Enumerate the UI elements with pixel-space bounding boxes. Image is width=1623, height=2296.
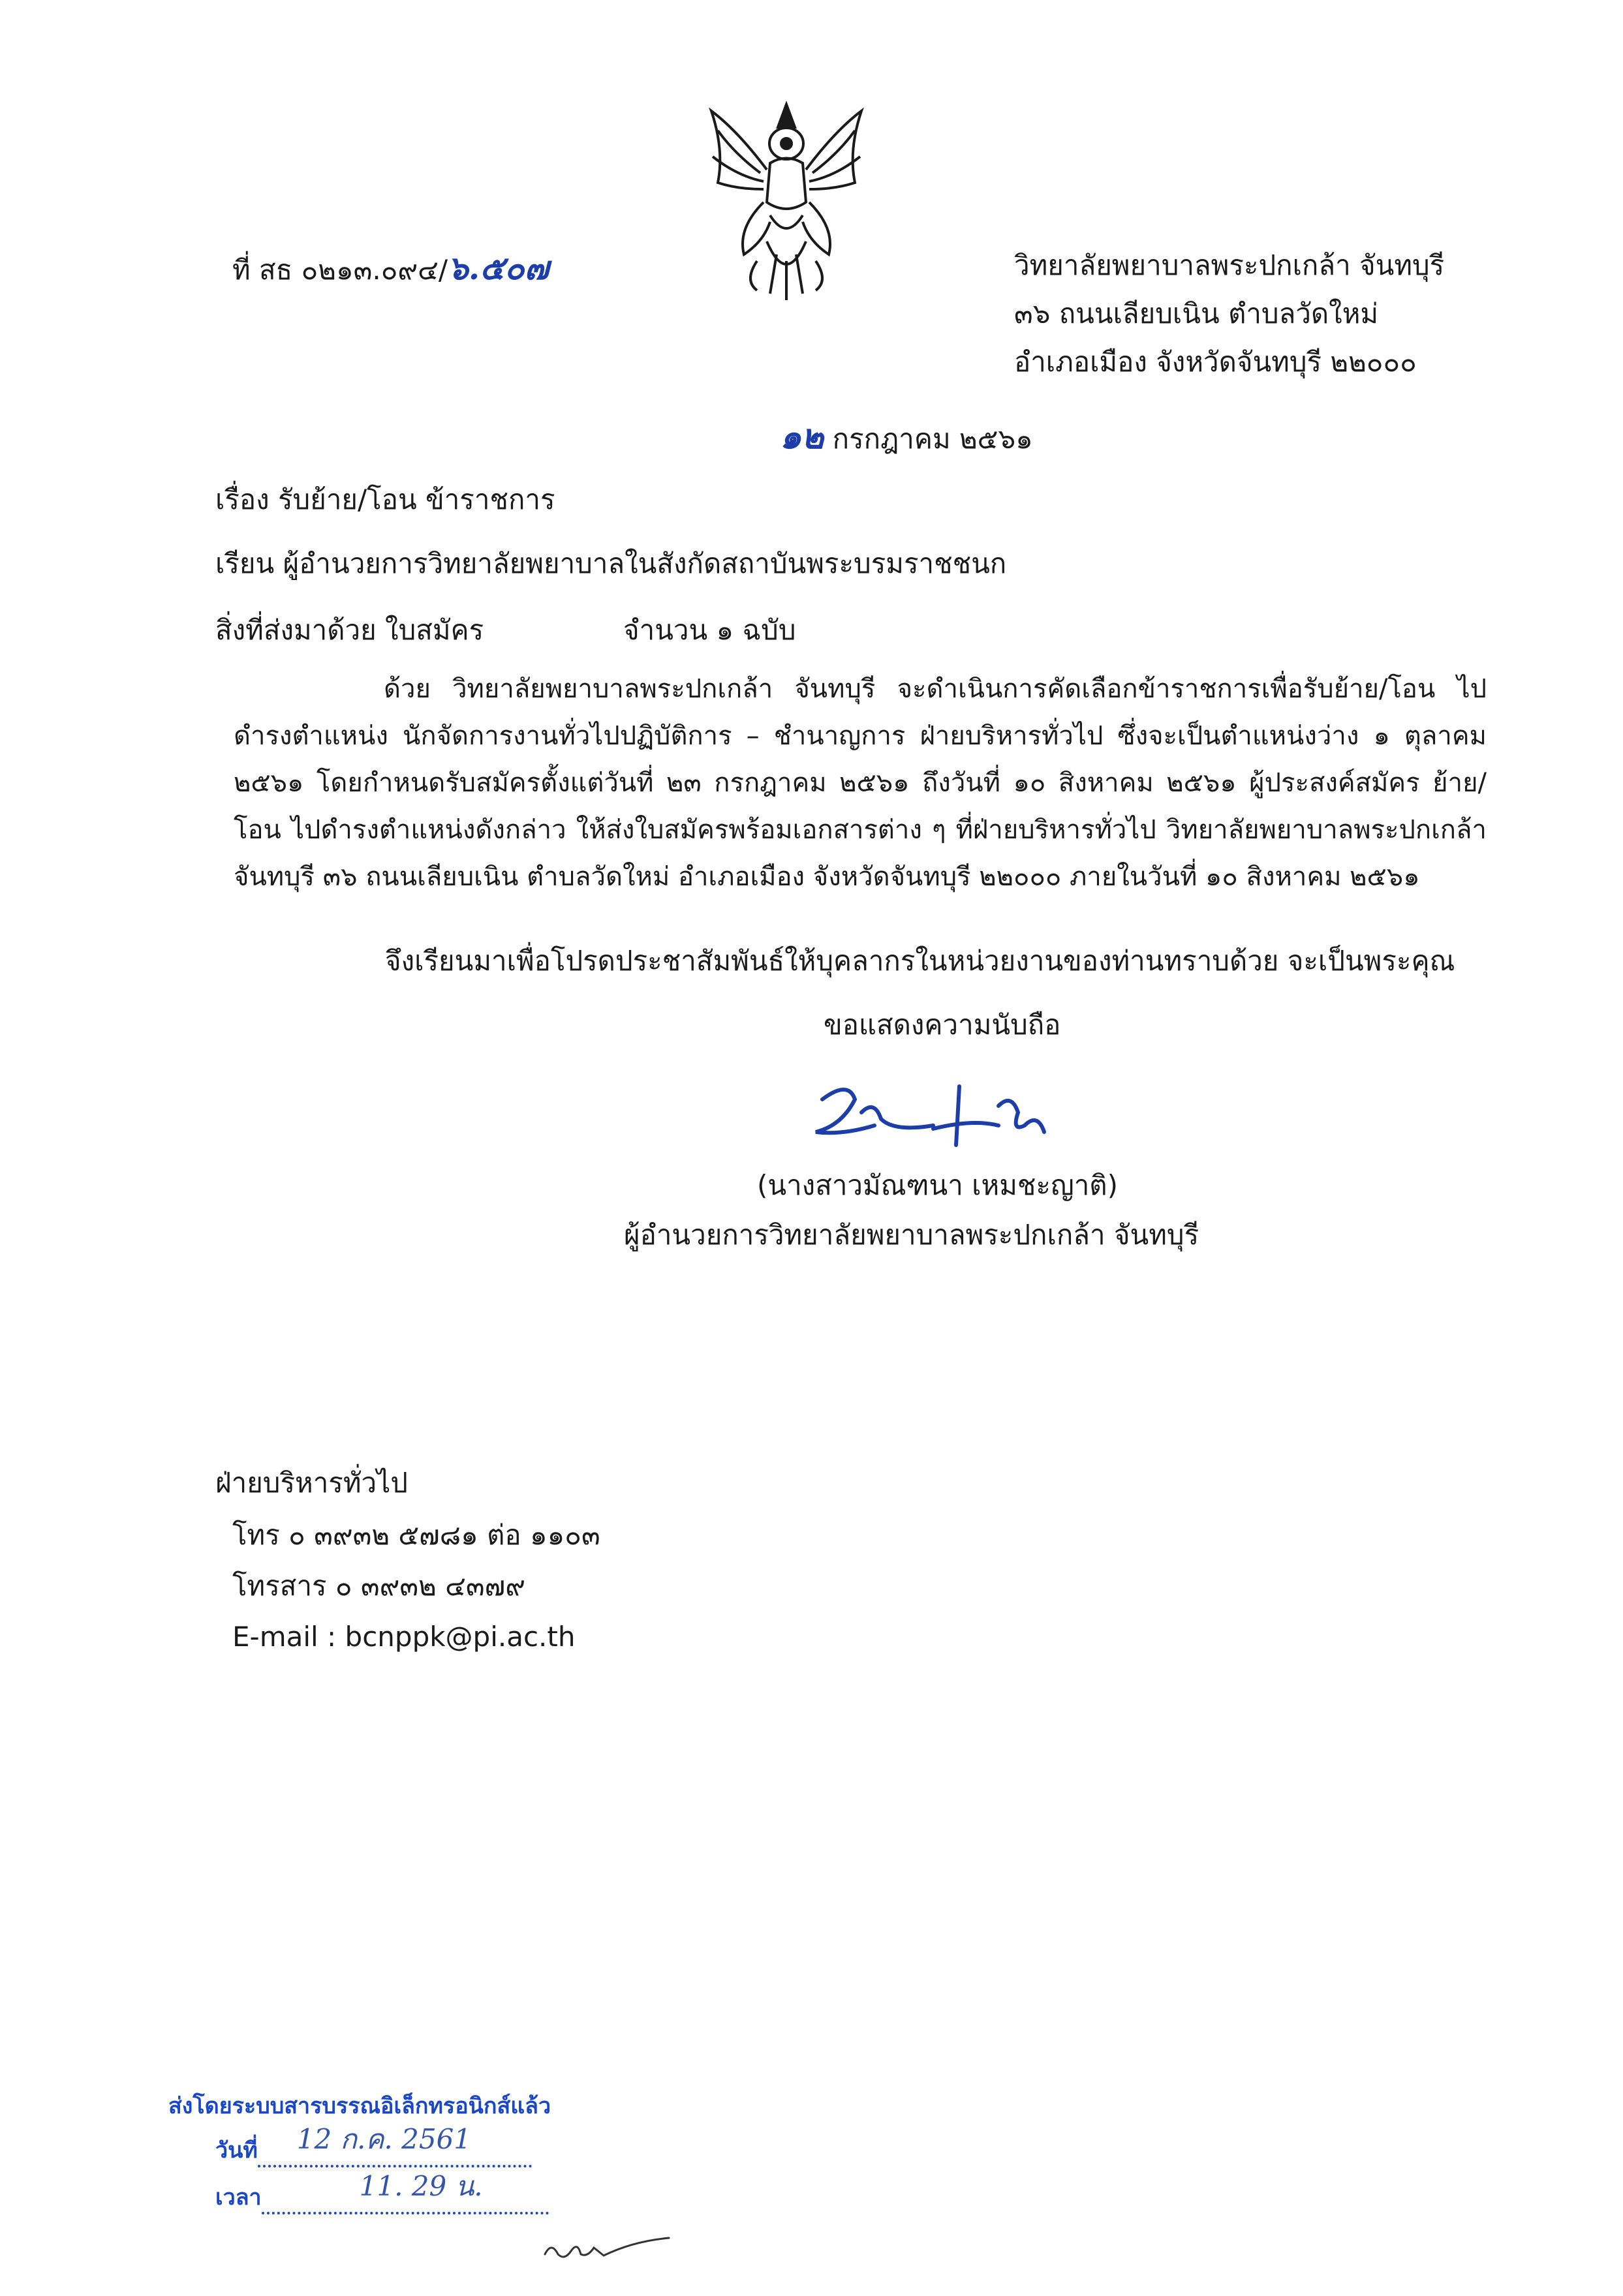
stamp-time-row bbox=[215, 2170, 549, 2214]
recipient-line: เรียน ผู้อำนวยการวิทยาลัยพยาบาลในสังกัดสถาบันพระบรมราชชนก bbox=[215, 547, 1007, 579]
reference-number bbox=[232, 249, 549, 287]
body-paragraph-2: จึงเรียนมาเพื่อโปรดประชาสัมพันธ์ให้บุคลากรในหน่วยงานของท่านทราบด้วย จะเป็นพระคุณ bbox=[385, 945, 1455, 977]
letter-date bbox=[780, 417, 1033, 457]
reference-prefix: ที่ สธ ๐๒๑๓.๐๙๔/ bbox=[232, 254, 448, 286]
sender-address-line-2: ๓๖ ถนนเลียบเนิน ตำบลวัดใหม่ bbox=[1014, 298, 1379, 329]
contact-email: E-mail : bcnppk@pi.ac.th bbox=[232, 1621, 576, 1653]
stamp-date-label: วันที่ bbox=[215, 2137, 258, 2164]
date-month-year: กรกฎาคม ๒๕๖๑ bbox=[832, 423, 1033, 455]
signer-title: ผู้อำนวยการวิทยาลัยพยาบาลพระปกเกล้า จันทบุรี bbox=[624, 1219, 1199, 1251]
stamp-time-label: เวลา bbox=[215, 2184, 262, 2211]
stamp-date-value: 12 ก.ค. 2561 bbox=[296, 2123, 472, 2155]
contact-phone: โทร ๐ ๓๙๓๒ ๕๗๘๑ ต่อ ๑๑๐๓ bbox=[232, 1519, 600, 1551]
contact-fax: โทรสาร ๐ ๓๙๓๒ ๔๓๗๙ bbox=[232, 1570, 525, 1602]
sender-address-line-1: วิทยาลัยพยาบาลพระปกเกล้า จันทบุรี bbox=[1014, 249, 1445, 281]
signature-image bbox=[803, 1073, 1064, 1165]
contact-department: ฝ่ายบริหารทั่วไป bbox=[215, 1467, 408, 1499]
stamp-date-row bbox=[215, 2123, 532, 2167]
stamp-time-value: 11. 29 น. bbox=[359, 2170, 483, 2202]
closing-salutation: ขอแสดงความนับถือ bbox=[824, 1009, 1061, 1041]
enclosure-count: จำนวน ๑ ฉบับ bbox=[623, 614, 796, 646]
body-paragraph-1: ด้วย วิทยาลัยพยาบาลพระปกเกล้า จันทบุรี จะดำเนินการคัดเลือกข้าราชการเพื่อรับย้าย/โอน ไปดำรงตำแหน่ง นักจัดการงานทั่วไปปฏิบัติการ – ชำนาญการ ฝ่ายบริหารทั่วไป ซึ่งจะเป็นตำแหน่งว่าง ๑ ตุลาคม ๒๕๖๑ โดยกำหนดรับสมัครตั้งแต่วันที่ ๒๓ กรกฎาคม ๒๕๖๑ ถึงวันที่ ๑๐ สิงหาคม ๒๕๖๑ ผู้ประสงค์สมัคร ย้าย/โอน ไปดำรงตำแหน่งดังกล่าว ให้ส่งใบสมัครพร้อมเอกสารต่าง ๆ ที่ฝ่ายบริหารทั่วไป วิทยาลัยพยาบาลพระปกเกล้า จันทบุรี ๓๖ ถนนเลียบเนิน ตำบลวัดใหม่ อำเภอเมือง จังหวัดจันทบุรี ๒๒๐๐๐ ภายในวันที่ ๑๐ สิงหาคม ๒๕๖๑ bbox=[234, 674, 1487, 892]
garuda-emblem-icon bbox=[698, 91, 874, 307]
reference-handwritten: ๖.๕๐๗ bbox=[448, 249, 549, 287]
stamp-time-dotted-line bbox=[262, 2170, 549, 2214]
electronic-delivery-stamp-title: ส่งโดยระบบสารบรรณอิเล็กทรอนิกส์แล้ว bbox=[168, 2093, 551, 2119]
signer-name: (นางสาวมัณฑนา เหมชะญาติ) bbox=[757, 1169, 1118, 1201]
subject-line: เรื่อง รับย้าย/โอน ข้าราชการ bbox=[215, 483, 555, 515]
sender-address-line-3: อำเภอเมือง จังหวัดจันทบุรี ๒๒๐๐๐ bbox=[1014, 346, 1417, 378]
date-day-handwritten: ๑๒ bbox=[780, 417, 824, 457]
initials-scribble-image bbox=[542, 2228, 672, 2267]
enclosure-label: สิ่งที่ส่งมาด้วย ใบสมัคร bbox=[215, 614, 484, 646]
stamp-date-dotted-line bbox=[258, 2123, 532, 2167]
